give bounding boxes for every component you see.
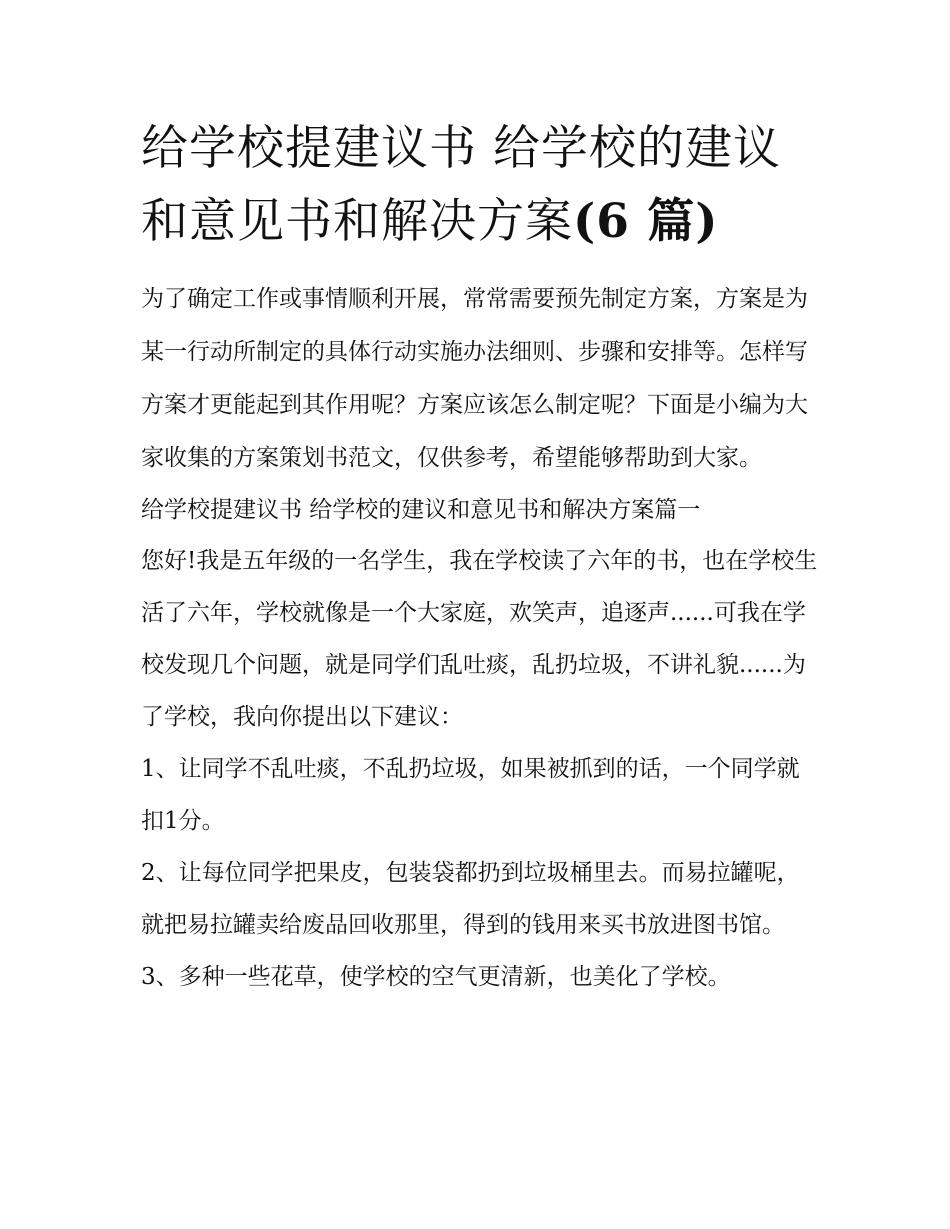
title-line-2: 和意见书和解决方案 [141, 194, 573, 249]
title-line-1: 给学校提建议书 给学校的建议 [141, 121, 781, 176]
suggestion-item-3: 3、多种一些花草，使学校的空气更清新，也美化了学校。 [141, 964, 731, 990]
suggestion-item-2: 2、让每位同学把果皮，包装袋都扔到垃圾桶里去。而易拉罐呢，就把易拉罐卖给废品回收那里，得到的钱用来买书放进图书馆。 [141, 860, 800, 938]
section-heading: 给学校提建议书 给学校的建议和意见书和解决方案篇一 [141, 497, 701, 523]
title-count: (6 篇) [573, 194, 719, 249]
letter-body-paragraph: 您好!我是五年级的一名学生，我在学校读了六年的书，也在学校生活了六年，学校就像是一个大家庭，欢笑声，追逐声......可我在学校发现几个问题，就是同学们乱吐痰，乱扔垃圾，不讲礼貌......为了学校，我向你提出以下建议： [141, 548, 818, 730]
suggestion-item-1: 1、让同学不乱吐痰，不乱扔垃圾，如果被抓到的话，一个同学就扣1分。 [141, 756, 800, 834]
intro-paragraph: 为了确定工作或事情顺利开展，常常需要预先制定方案，方案是为某一行动所制定的具体行动实施办法细则、步骤和安排等。怎样写方案才更能起到其作用呢？方案应该怎么制定呢？下面是小编为大家收集的方案策划书范文，仅供参考，希望能够帮助到大家。 [141, 286, 808, 471]
document-title [141, 112, 821, 258]
document-content [141, 112, 821, 1003]
